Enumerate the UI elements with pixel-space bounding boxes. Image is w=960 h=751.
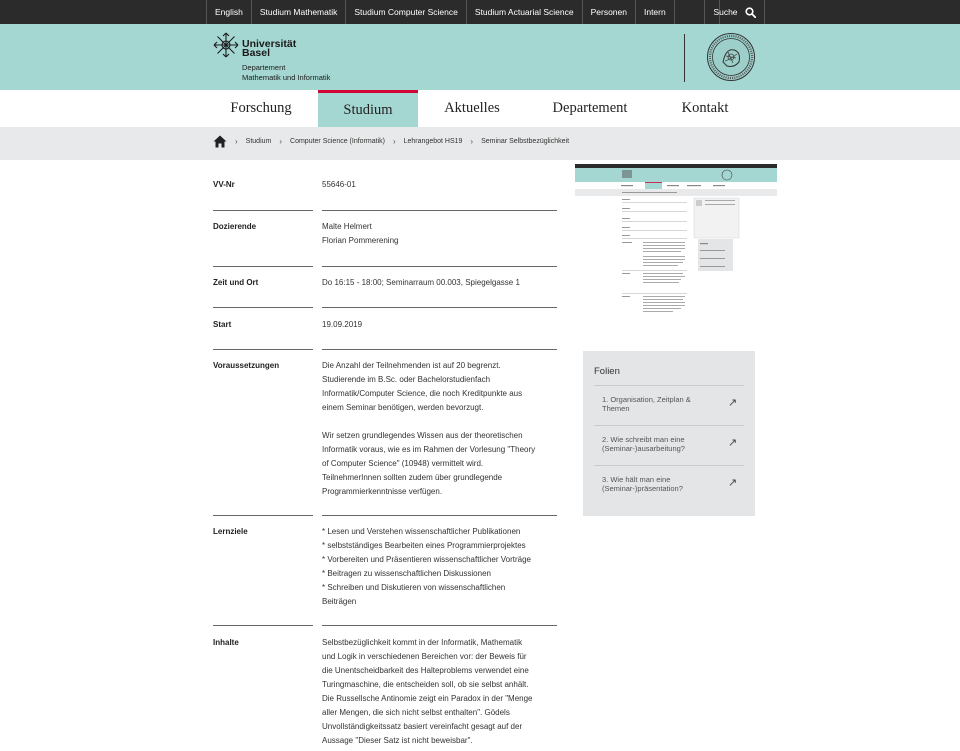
search-button[interactable]	[704, 0, 765, 24]
external-arrow-icon: ↗	[728, 437, 738, 449]
inhalte-line: Die Russellsche Antinomie zeigt ein Paradox in der "Menge	[322, 694, 533, 703]
breadcrumb-item-computer-science[interactable]: Computer Science (Informatik)	[290, 138, 385, 145]
breadcrumb-item-lehrangebot[interactable]: Lehrangebot HS19	[403, 138, 463, 145]
vvnr-label: VV-Nr	[213, 180, 235, 189]
department-name-line1: Departement	[242, 63, 286, 72]
search-label: Suche	[713, 7, 738, 17]
main-nav	[0, 90, 960, 127]
lernziele-label: Lernziele	[213, 527, 248, 536]
vvnr-value: 55646-01	[322, 180, 356, 189]
slide-link-3[interactable]	[594, 465, 744, 506]
slide-link-label-line: Themen	[602, 403, 630, 413]
university-name-line1: Universität	[242, 38, 297, 50]
row-divider	[322, 515, 557, 516]
top-link-studium-actuarial-science[interactable]: Studium Actuarial Science	[466, 0, 582, 24]
row-divider	[213, 266, 313, 267]
inhalte-line: die Unentscheidbarkeit des Halteproblems verwendet eine	[322, 666, 529, 675]
slide-link-1[interactable]	[594, 385, 744, 426]
slide-link-label-line: 2. Wie schreibt man eine	[602, 435, 685, 444]
home-icon[interactable]	[213, 135, 227, 148]
lernziele-line: * Schreiben und Diskutieren von wissenschaftlichen	[322, 583, 506, 592]
inhalte-line: aller Mengen, die sich nicht selbst enthalten". Gödels	[322, 708, 510, 717]
inhalte-line: Selbstbezüglichkeit kommt in der Informatik, Mathematik	[322, 638, 523, 647]
nav-aktuelles[interactable]: Aktuelles	[444, 100, 500, 116]
slide-link-label-line: (Seminar-)ausarbeitung?	[602, 443, 685, 453]
voraussetzungen-line: of Computer Science" (10948) vermittelt wird.	[322, 459, 484, 468]
breadcrumb	[213, 135, 569, 148]
lernziele-line: * Vorbereiten und Präsentieren wissenschaftlicher Vorträge	[322, 555, 532, 564]
voraussetzungen-line: Studierende im B.Sc. oder Bachelorstudienfach	[322, 375, 491, 384]
lernziele-line: * selbstständiges Bearbeiten eines Programmierprojektes	[322, 541, 526, 550]
voraussetzungen-line: Programmierkenntnisse verfügen.	[322, 487, 443, 496]
dozierende-value	[322, 220, 557, 248]
nav-forschung[interactable]: Forschung	[230, 100, 292, 116]
row-divider	[322, 210, 557, 211]
inhalte-line: Turingmaschine, die entscheiden soll, ob sie selbst anhält.	[322, 680, 529, 689]
breadcrumb-chevron-icon: ›	[392, 137, 396, 146]
nav-kontakt[interactable]: Kontakt	[681, 100, 729, 116]
breadcrumb-item-current: Seminar Selbstbezüglichkeit	[481, 138, 570, 145]
university-name[interactable]	[242, 40, 302, 58]
header-divider	[684, 34, 685, 82]
breadcrumb-item-studium[interactable]: Studium	[245, 138, 272, 145]
voraussetzungen-line: TeilnehmerInnen sollten zudem über grundlegende	[322, 473, 503, 482]
lernziele-value	[322, 525, 557, 609]
inhalte-line: und Logik in verschiedenen Bereichen vor: der Beweis für	[322, 652, 527, 661]
slide-link-label	[602, 476, 707, 493]
dozierende-line: Florian Pommerening	[322, 236, 399, 245]
inhalte-value	[322, 636, 557, 748]
top-link-personen[interactable]: Personen	[582, 0, 635, 24]
voraussetzungen-line: Wir setzen grundlegendes Wissen aus der theoretischen	[322, 431, 523, 440]
voraussetzungen-spacer	[322, 415, 557, 429]
university-seal-icon	[706, 32, 756, 82]
row-divider	[322, 349, 557, 350]
folien-title: Folien	[594, 366, 620, 377]
row-divider	[213, 210, 313, 211]
voraussetzungen-line: Die Anzahl der Teilnehmenden ist auf 20 begrenzt.	[322, 361, 501, 370]
zeit-value: Do 16:15 - 18:00; Seminarraum 00.003, Spiegelgasse 1	[322, 278, 520, 287]
voraussetzungen-line: Informatik/Computer Science, die noch Kreditpunkte aus	[322, 389, 523, 398]
inhalte-line: Unvollständigkeitssatz basiert vereinfacht gesagt auf der	[322, 722, 523, 731]
voraussetzungen-line: Informatik voraus, wie es im Rahmen der Vorlesung "Theory	[322, 445, 536, 454]
row-divider	[213, 515, 313, 516]
voraussetzungen-label: Voraussetzungen	[213, 361, 280, 370]
external-arrow-icon: ↗	[728, 397, 738, 409]
slide-link-2[interactable]	[594, 425, 744, 466]
department-name[interactable]	[242, 63, 330, 82]
inhalte-label: Inhalte	[213, 638, 239, 647]
lernziele-line: * Lesen und Verstehen wissenschaftlicher Publikationen	[322, 527, 521, 536]
top-link-english[interactable]: English	[206, 0, 251, 24]
top-link-studium-mathematik[interactable]: Studium Mathematik	[251, 0, 345, 24]
lernziele-line: Beiträgen	[322, 597, 357, 606]
folien-panel	[583, 351, 755, 516]
search-icon	[745, 7, 756, 18]
voraussetzungen-line: einem Seminar benötigen, werden bevorzugt.	[322, 403, 484, 412]
start-value: 19.09.2019	[322, 320, 363, 329]
row-divider	[322, 625, 557, 626]
breadcrumb-chevron-icon: ›	[470, 137, 474, 146]
top-nav	[206, 0, 720, 24]
slide-link-label-line: 1. Organisation, Zeitplan &	[602, 395, 691, 404]
start-label: Start	[213, 320, 232, 329]
university-name-line2: Basel	[242, 47, 271, 59]
top-link-intern[interactable]: Intern	[635, 0, 674, 24]
slide-link-label	[602, 436, 707, 453]
lernziele-line: * Beitragen zu wissenschaftlichen Diskussionen	[322, 569, 491, 578]
slide-link-label-line: (Seminar-)präsentation?	[602, 483, 683, 493]
slide-link-label	[602, 396, 707, 413]
row-divider	[213, 307, 313, 308]
university-logo-icon[interactable]	[213, 32, 239, 58]
inhalte-line: Aussage "Dieser Satz ist nicht beweisbar".	[322, 736, 473, 745]
dozierende-line: Malte Helmert	[322, 222, 372, 231]
breadcrumb-chevron-icon: ›	[235, 137, 238, 146]
row-divider	[322, 266, 557, 267]
slide-link-label-line: 3. Wie hält man eine	[602, 475, 671, 484]
voraussetzungen-value	[322, 359, 557, 499]
external-arrow-icon: ↗	[728, 477, 738, 489]
page-thumbnail-image	[575, 164, 777, 321]
zeit-label: Zeit und Ort	[213, 278, 259, 287]
row-divider	[213, 349, 313, 350]
breadcrumb-chevron-icon: ›	[279, 137, 283, 146]
nav-departement[interactable]: Departement	[552, 100, 628, 116]
row-divider	[213, 625, 313, 626]
top-link-studium-computer-science[interactable]: Studium Computer Science	[345, 0, 465, 24]
dozierende-label: Dozierende	[213, 222, 257, 231]
row-divider	[322, 307, 557, 308]
top-bar	[0, 0, 960, 24]
header-banner	[0, 24, 960, 90]
breadcrumb-bar	[0, 127, 960, 160]
department-name-line2: Mathematik und Informatik	[242, 72, 331, 82]
nav-studium[interactable]: Studium	[318, 90, 418, 127]
